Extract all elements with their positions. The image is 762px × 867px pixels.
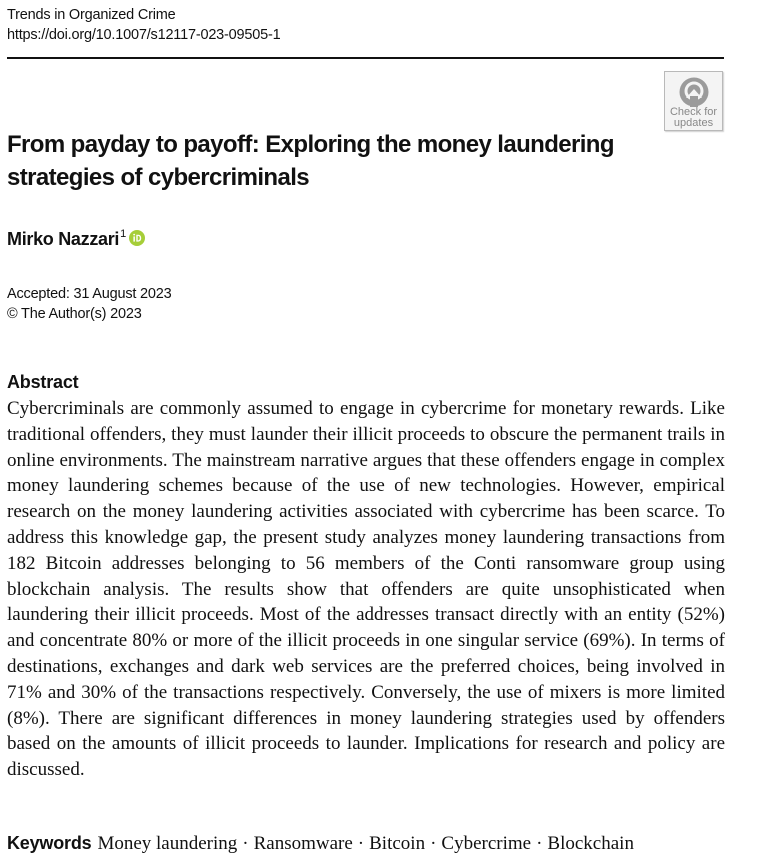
keyword-separator: · <box>357 833 365 854</box>
copyright-notice: © The Author(s) 2023 <box>7 306 142 322</box>
keywords-line <box>7 830 747 857</box>
orcid-icon[interactable] <box>129 230 145 246</box>
author-name[interactable]: Mirko Nazzari <box>7 229 120 249</box>
keyword: Blockchain <box>547 833 634 854</box>
abstract-text: Cybercriminals are commonly assumed to engage in cybercrime for monetary rewards. Like traditional offenders, they must launder their illicit proceeds to obscure the permanent trails in online environments. The mainstream narrative argues that these offenders engage in complex money laundering schemes because of the use of new technologies. However, empirical research on the money laundering activities associated with cybercrime has been scarce. To address this knowledge gap, the present study analyzes money laundering transactions from 182 Bitcoin addresses belonging to 56 members of the Conti ransomware group using blockchain analysis. The results show that offenders are quite unsophisticated when laundering their illicit proceeds. Most of the addresses transact directly with an entity (52%) and concentrate 80% or more of the illicit proceeds in one singular service (69%). In terms of destinations, exchanges and dark web services are the preferred choices, being involved in 71% and 30% of the transactions respectively. Conversely, the use of mixers is more limited (8%). There are significant differences in money laundering strategies used by offenders based on the amounts of illicit proceeds to launder. Implications for research and policy are discussed. <box>7 398 725 781</box>
keyword: Bitcoin <box>369 833 426 854</box>
keyword: Ransomware <box>253 833 353 854</box>
keyword-separator: · <box>430 833 437 854</box>
keyword-separator: · <box>242 833 249 854</box>
check-for-updates-icon <box>678 76 710 108</box>
keyword-separator: · <box>536 833 543 854</box>
check-for-updates-badge[interactable] <box>664 71 723 131</box>
keywords-label: Keywords <box>7 833 92 853</box>
author-affiliation-mark: 1 <box>120 228 126 240</box>
abstract-heading: Abstract <box>7 372 79 392</box>
accepted-date: Accepted: 31 August 2023 <box>7 286 172 302</box>
title-line-1: From payday to payoff: Exploring the money laundering <box>7 131 614 158</box>
keyword: Cybercrime <box>441 833 532 854</box>
article-dates <box>7 284 172 324</box>
doi-link[interactable]: https://doi.org/10.1007/s12117-023-09505-1 <box>7 27 281 43</box>
title-line-2: strategies of cybercriminals <box>7 164 310 191</box>
journal-header <box>7 5 281 45</box>
article-title <box>7 128 647 194</box>
keyword-list <box>97 833 634 854</box>
author-line <box>7 227 145 251</box>
journal-name: Trends in Organized Crime <box>7 7 176 23</box>
header-rule <box>7 57 724 59</box>
keyword: Money laundering <box>97 833 238 854</box>
check-for-updates-label: Check for updates <box>669 106 718 129</box>
